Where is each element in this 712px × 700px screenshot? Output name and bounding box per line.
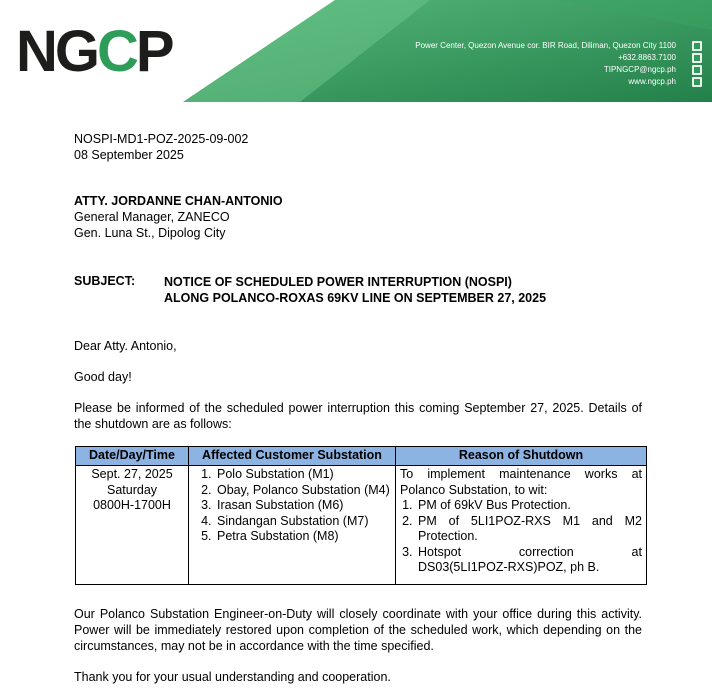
reason-list — [400, 498, 642, 576]
reason-3-tail: DS03(5LI1POZ-RXS)POZ, ph B. — [418, 560, 600, 574]
recipient-name: ATTY. JORDANNE CHAN-ANTONIO — [74, 194, 283, 208]
table-header-row — [76, 447, 647, 466]
email-icon — [692, 65, 702, 75]
list-item: 2. PM of 5LI1POZ-RXS M1 and M2 Protection. — [416, 514, 642, 545]
contact-phone: +632.8863.7100 — [415, 52, 680, 64]
table-row — [76, 466, 647, 585]
letter-date: 08 September 2025 — [74, 148, 184, 162]
contact-website[interactable]: www.ngcp.ph — [415, 76, 680, 88]
recipient-title: General Manager, ZANECO — [74, 210, 230, 224]
list-item: 1. Polo Substation (M1) — [215, 467, 391, 483]
contact-address: Power Center, Quezon Avenue cor. BIR Road, Diliman, Quezon City 1100 — [415, 40, 680, 52]
shutdown-time: 0800H-1700H — [93, 498, 171, 512]
subject-line-1: NOTICE OF SCHEDULED POWER INTERRUPTION (NOSPI) — [164, 275, 512, 289]
substation-cell — [189, 466, 396, 585]
list-item: 3. Irasan Substation (M6) — [215, 498, 391, 514]
recipient-address: Gen. Luna St., Dipolog City — [74, 226, 226, 240]
list-item: 4. Sindangan Substation (M7) — [215, 514, 391, 530]
closing-paragraph: Our Polanco Substation Engineer-on-Duty will closely coordinate with your office during this activity. Power will be immediately restored upon completion of the scheduled work, which depending on the circumstances, may not be in accordance with the time specified. — [74, 607, 642, 653]
header-reason: Reason of Shutdown — [396, 447, 647, 466]
reason-3-first-line: 3. Hotspot correction at — [418, 544, 642, 559]
shutdown-table — [75, 446, 647, 585]
greeting: Good day! — [74, 370, 132, 384]
shutdown-date: Sept. 27, 2025 — [91, 467, 173, 481]
contact-email[interactable]: TIPNGCP@ngcp.ph — [415, 64, 680, 76]
phone-icon — [692, 53, 702, 63]
header-substation: Affected Customer Substation — [189, 447, 396, 466]
date-cell — [76, 466, 189, 585]
subject-label: SUBJECT: — [74, 274, 136, 288]
list-item — [416, 545, 642, 576]
reason-intro: To implement maintenance works at Polanco Substation, to wit: — [400, 467, 642, 497]
substation-list — [193, 467, 391, 545]
letterhead — [0, 0, 712, 102]
reference-number: NOSPI-MD1-POZ-2025-09-002 — [74, 132, 249, 146]
subject-line-2: ALONG POLANCO-ROXAS 69KV LINE ON SEPTEMBER 27, 2025 — [164, 291, 547, 305]
intro-paragraph: Please be informed of the scheduled power interruption this coming September 27, 2025. Details of the shutdown are as follows: — [74, 401, 642, 431]
salutation: Dear Atty. Antonio, — [74, 339, 177, 353]
building-icon — [692, 41, 702, 51]
reason-cell — [396, 466, 647, 585]
ngcp-logo: NGCP — [16, 19, 172, 84]
contact-block — [415, 40, 680, 88]
shutdown-day: Saturday — [106, 482, 158, 497]
list-item: 2. Obay, Polanco Substation (M4) — [215, 483, 391, 499]
globe-icon — [692, 77, 702, 87]
list-item: 5. Petra Substation (M8) — [215, 529, 391, 545]
header-date: Date/Day/Time — [76, 447, 189, 466]
list-item: 1. PM of 69kV Bus Protection. — [416, 498, 642, 514]
thanks-line: Thank you for your usual understanding and cooperation. — [74, 670, 391, 684]
